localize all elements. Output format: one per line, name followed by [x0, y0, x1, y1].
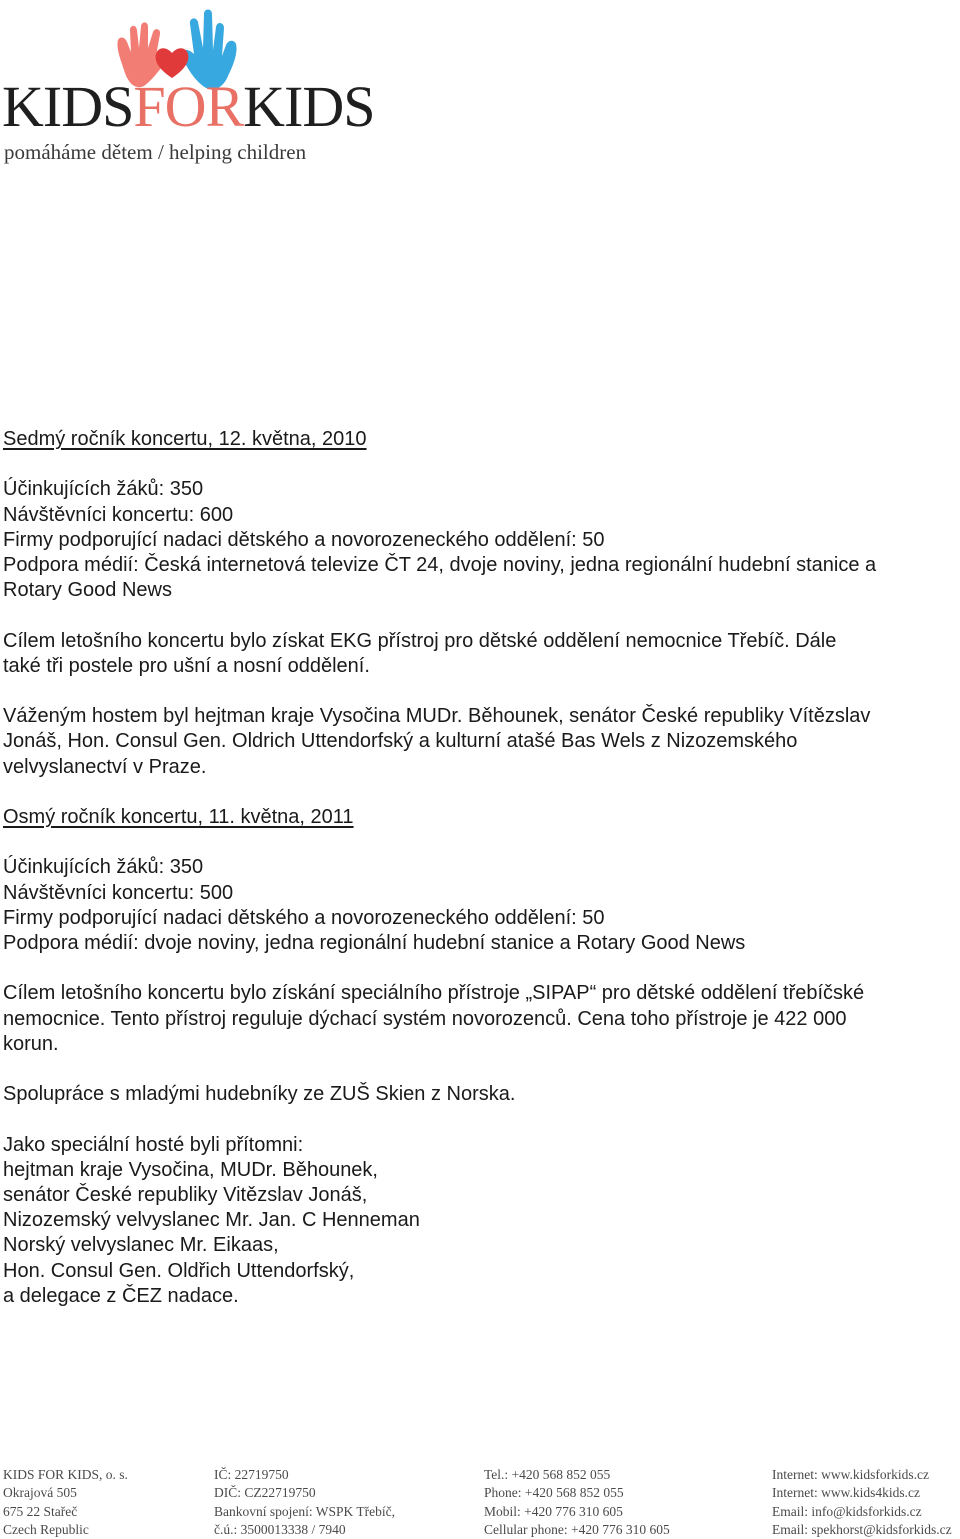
paragraph-line: korun. [3, 1032, 59, 1055]
kidsforkids-logo [0, 0, 375, 175]
guest-line: Hon. Consul Gen. Oldřich Uttendorfský, [3, 1259, 355, 1282]
stat-line: Firmy podporující nadaci dětského a novorozeneckého oddělení: 50 [3, 906, 605, 929]
guest-line: Jako speciální hosté byli přítomni: [3, 1133, 304, 1156]
stat-line: Účinkujících žáků: 350 [3, 856, 204, 879]
paragraph-line: Váženým hostem byl hejtman kraje Vysočina MUDr. Běhounek, senátor České republiky Vítězslav [3, 705, 871, 728]
paragraph-line: Spolupráce s mladými hudebníky ze ZUŠ Skien z Norska. [3, 1083, 516, 1106]
stat-line: Účinkujících žáků: 350 [3, 478, 204, 501]
guest-line: a delegace z ČEZ nadace. [3, 1284, 239, 1307]
footer-address [3, 1466, 128, 1539]
paragraph-line: velvyslanectví v Praze. [3, 755, 207, 778]
footer-line: Internet: www.kids4kids.cz [772, 1485, 920, 1501]
footer-line: 675 22 Stařeč [3, 1503, 78, 1519]
logo-wordmark: KIDSFORKIDS [2, 74, 375, 139]
paragraph-line: Cílem letošního koncertu bylo získání speciálního přístroje „SIPAP“ pro dětské oddělení třebíčské [3, 982, 865, 1005]
letterhead-footer [0, 1466, 960, 1538]
footer-line: Tel.: +420 568 852 055 [484, 1467, 611, 1482]
footer-line: Phone: +420 568 852 055 [484, 1485, 624, 1501]
footer-line: Internet: www.kidsforkids.cz [772, 1467, 929, 1482]
stat-line: Návštěvníci koncertu: 600 [3, 503, 234, 526]
footer-line: Mobil: +420 776 310 605 [484, 1503, 623, 1519]
footer-line: Okrajová 505 [3, 1485, 77, 1501]
guest-line: Nizozemský velvyslanec Mr. Jan. C Henneman [3, 1209, 420, 1232]
stat-line: Firmy podporující nadaci dětského a novorozeneckého oddělení: 50 [3, 528, 605, 551]
paragraph-line: Jonáš, Hon. Consul Gen. Oldrich Uttendorfský a kulturní atašé Bas Wels z Nizozemského [3, 730, 798, 753]
footer-line: č.ú.: 3500013338 / 7940 [214, 1521, 346, 1537]
footer-line: Cellular phone: +420 776 310 605 [484, 1521, 670, 1537]
guest-line: hejtman kraje Vysočina, MUDr. Běhounek, [3, 1158, 378, 1181]
document-body [3, 427, 958, 1309]
footer-line: DIČ: CZ22719750 [214, 1485, 316, 1501]
paragraph-line: Cílem letošního koncertu bylo získat EKG přístroj pro dětské oddělení nemocnice Třebíč. Dále [3, 629, 837, 652]
footer-web [772, 1466, 952, 1539]
guest-line: senátor České republiky Vitězslav Jonáš, [3, 1183, 368, 1206]
logo-tagline: pomáháme dětem / helping children [4, 140, 307, 164]
footer-line: Email: info@kidsforkids.cz [772, 1503, 922, 1519]
guest-line: Norský velvyslanec Mr. Eikaas, [3, 1234, 279, 1257]
footer-line: KIDS FOR KIDS, o. s. [3, 1467, 128, 1482]
stat-line: Podpora médií: Česká internetová televize ČT 24, dvoje noviny, jedna regionální hudební stanice a [3, 554, 877, 576]
footer-registration [214, 1466, 395, 1539]
stat-line: Návštěvníci koncertu: 500 [3, 881, 234, 904]
section-heading-2011: Osmý ročník koncertu, 11. května, 2011 [3, 805, 354, 828]
section-heading-2010: Sedmý ročník koncertu, 12. května, 2010 [3, 428, 367, 450]
paragraph-line: také tři postele pro ušní a nosní oddělení. [3, 654, 370, 677]
stat-line: Rotary Good News [3, 579, 172, 602]
footer-line: IČ: 22719750 [214, 1467, 289, 1482]
stat-line: Podpora médií: dvoje noviny, jedna regionální hudební stanice a Rotary Good News [3, 931, 746, 954]
footer-phones [484, 1466, 670, 1539]
footer-line: Czech Republic [3, 1521, 89, 1537]
paragraph-line: nemocnice. Tento přístroj reguluje dýchací systém novorozenců. Cena toho přístroje je 422 000 [3, 1007, 847, 1030]
footer-line: Email: spekhorst@kidsforkids.cz [772, 1521, 952, 1537]
footer-line: Bankovní spojení: WSPK Třebíč, [214, 1503, 395, 1519]
